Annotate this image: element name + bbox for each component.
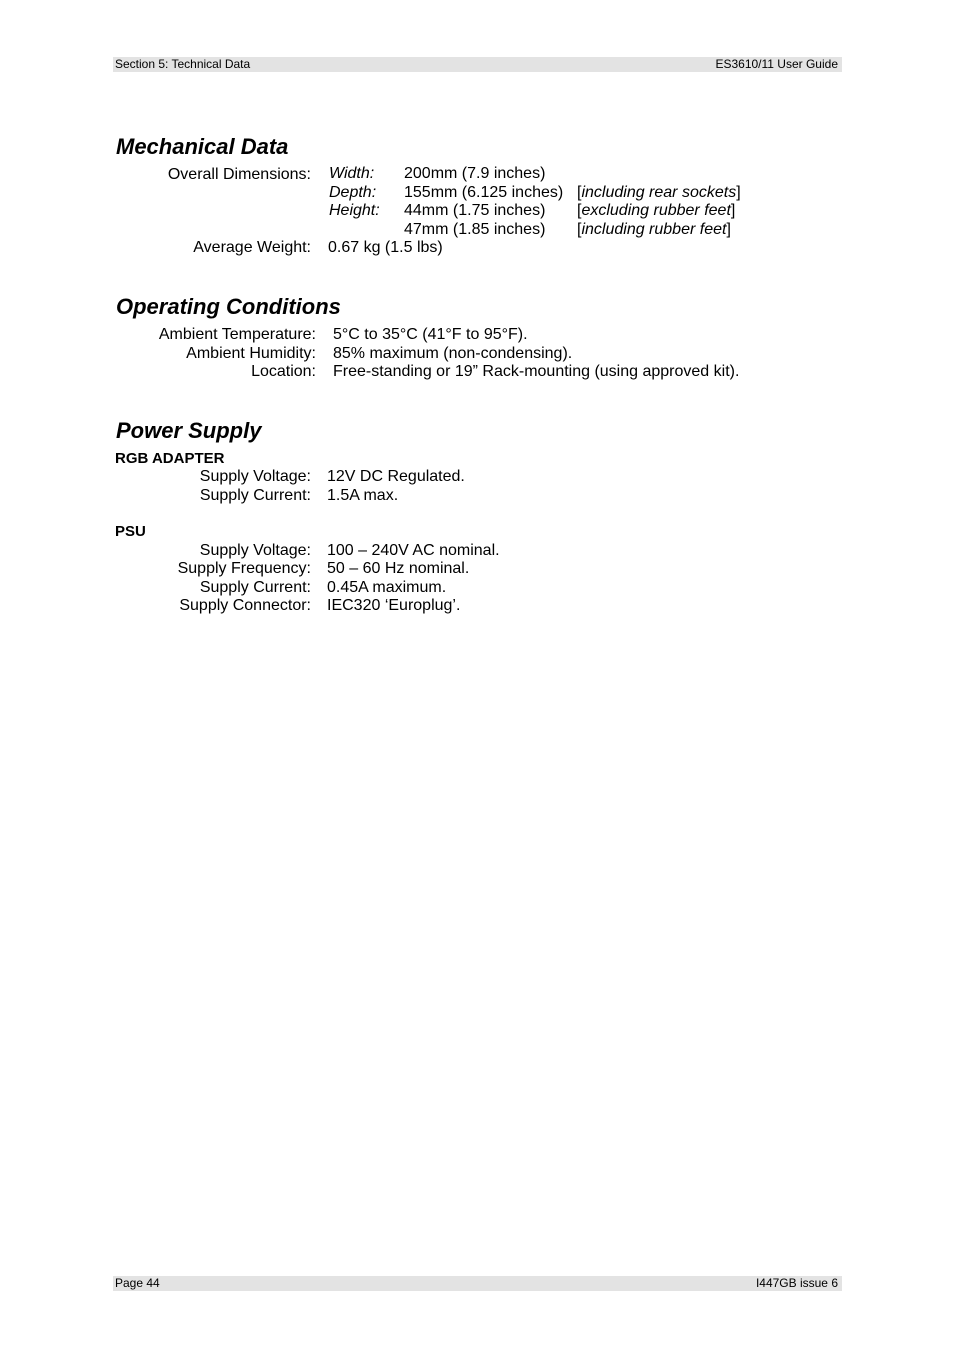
- header-section-title: Section 5: Technical Data: [115, 57, 251, 71]
- operating-conditions-heading: Operating Conditions: [116, 294, 341, 319]
- psu-subheading: PSU: [115, 523, 146, 540]
- average-weight-label: Average Weight:: [193, 239, 311, 256]
- header-document-title: ES3610/11 User Guide: [715, 57, 838, 71]
- height-label: Height:: [329, 202, 380, 219]
- rgb-supply-voltage-value: 12V DC Regulated.: [327, 468, 465, 485]
- depth-note: [including rear sockets]: [577, 184, 741, 201]
- page-header: [113, 57, 842, 72]
- location-label: Location:: [251, 363, 316, 380]
- ambient-temperature-value: 5°C to 35°C (41°F to 95°F).: [333, 326, 528, 343]
- psu-supply-connector-value: IEC320 ‘Europlug’.: [327, 597, 461, 614]
- ambient-humidity-value: 85% maximum (non-condensing).: [333, 345, 573, 362]
- average-weight-value: 0.67 kg (1.5 lbs): [328, 239, 443, 256]
- location-value: Free-standing or 19” Rack-mounting (using approved kit).: [333, 363, 740, 380]
- rgb-supply-voltage-label: Supply Voltage:: [199, 468, 311, 485]
- footer-issue: I447GB issue 6: [755, 1276, 838, 1290]
- psu-supply-voltage-value: 100 – 240V AC nominal.: [327, 542, 500, 559]
- ambient-humidity-label: Ambient Humidity:: [186, 345, 316, 362]
- power-supply-heading: Power Supply: [116, 418, 262, 443]
- psu-supply-current-label: Supply Current:: [199, 579, 311, 596]
- height-value: 44mm (1.75 inches): [404, 202, 546, 219]
- depth-label: Depth:: [329, 184, 377, 201]
- page-footer: [113, 1276, 842, 1291]
- height-with-feet-value: 47mm (1.85 inches): [404, 221, 546, 238]
- width-value: 200mm (7.9 inches): [404, 165, 546, 182]
- height-with-feet-note: [including rubber feet]: [577, 221, 731, 238]
- height-note: [excluding rubber feet]: [577, 202, 736, 219]
- ambient-temperature-label: Ambient Temperature:: [158, 326, 316, 343]
- psu-supply-voltage-label: Supply Voltage:: [199, 542, 311, 559]
- footer-page-number: Page 44: [115, 1276, 160, 1290]
- rgb-supply-current-label: Supply Current:: [199, 487, 311, 504]
- width-label: Width:: [329, 165, 375, 182]
- overall-dimensions-label: Overall Dimensions:: [167, 166, 311, 183]
- psu-supply-current-value: 0.45A maximum.: [327, 579, 447, 596]
- rgb-supply-current-value: 1.5A max.: [327, 487, 399, 504]
- mechanical-data-heading: Mechanical Data: [116, 134, 289, 159]
- psu-supply-frequency-label: Supply Frequency:: [177, 560, 311, 577]
- psu-supply-frequency-value: 50 – 60 Hz nominal.: [327, 560, 470, 577]
- rgb-adapter-subheading: RGB ADAPTER: [115, 450, 225, 467]
- depth-value: 155mm (6.125 inches): [404, 184, 564, 201]
- psu-supply-connector-label: Supply Connector:: [179, 597, 311, 614]
